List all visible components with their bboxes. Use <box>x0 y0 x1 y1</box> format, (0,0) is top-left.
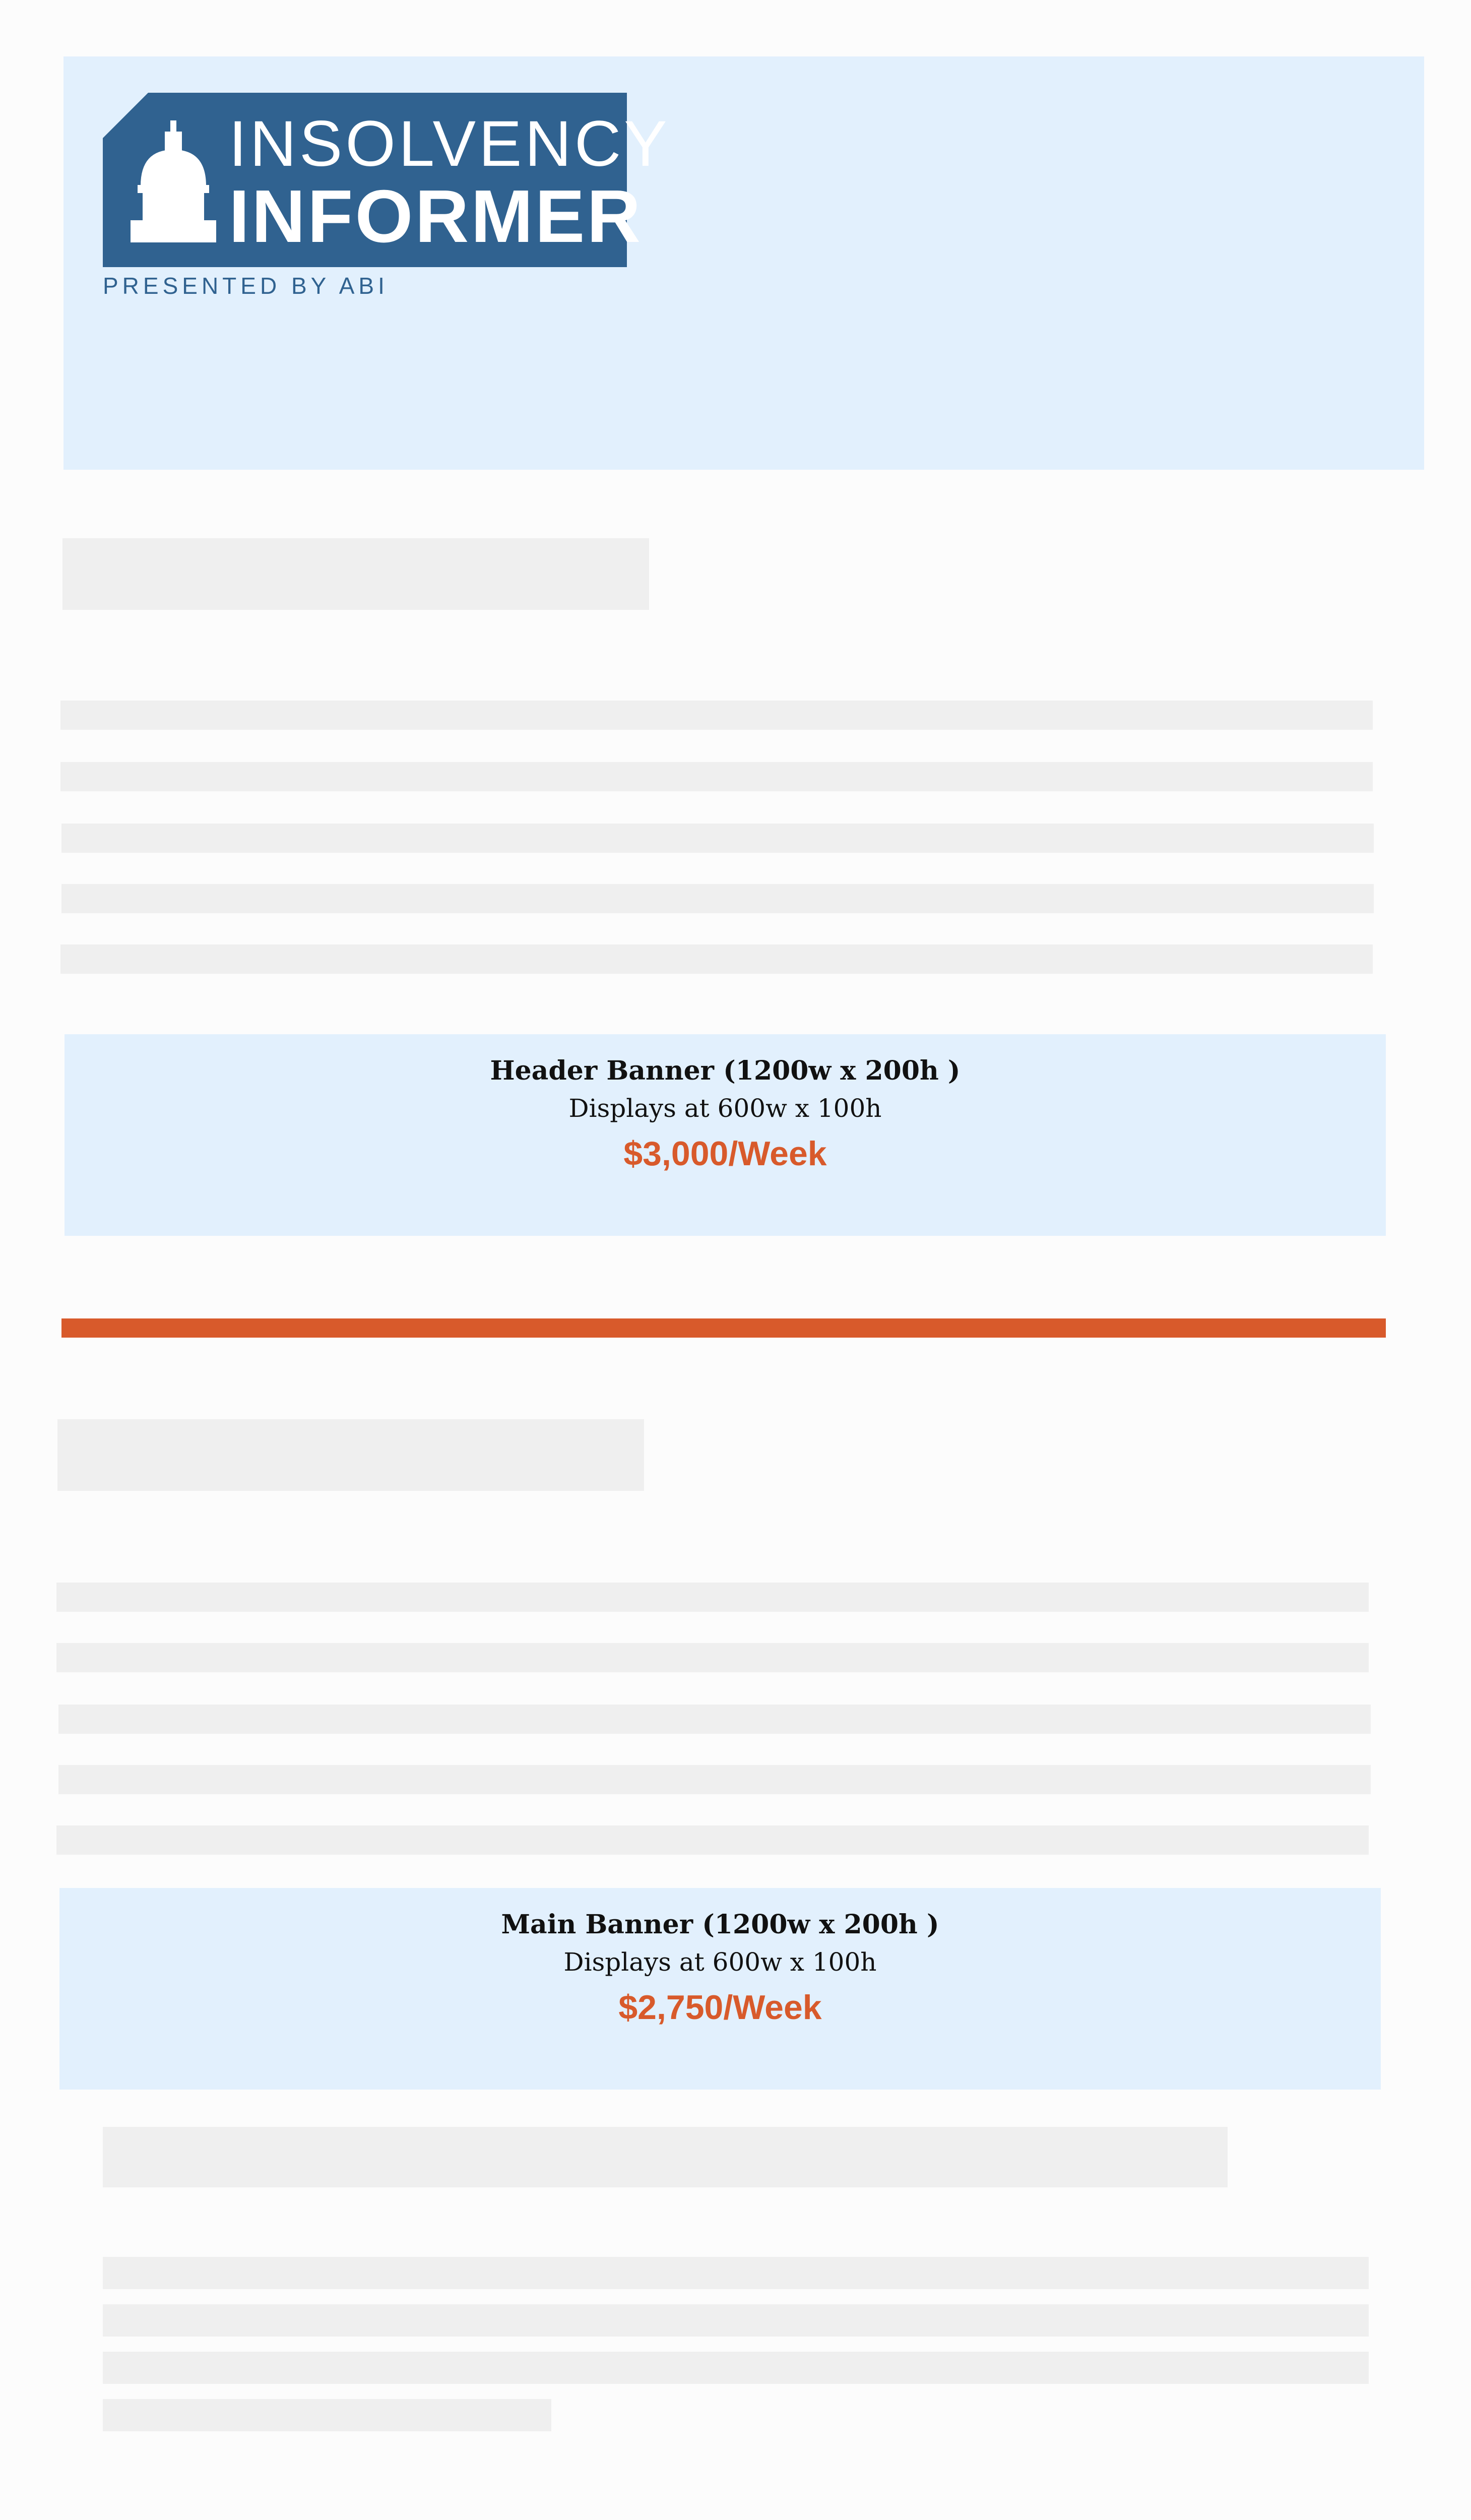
header-banner-ad-slot[interactable] <box>65 1034 1386 1236</box>
banner-price: $2,750/Week <box>618 1988 822 2027</box>
text-line-placeholder <box>61 884 1374 913</box>
text-line-placeholder <box>103 2257 1369 2289</box>
text-line-placeholder <box>60 762 1373 791</box>
text-line-placeholder <box>56 1643 1369 1672</box>
banner-price: $3,000/Week <box>623 1135 827 1173</box>
article-heading-placeholder <box>103 2127 1228 2187</box>
text-line-placeholder <box>58 1705 1371 1734</box>
text-line-placeholder <box>56 1583 1369 1612</box>
banner-subtitle: Displays at 600w x 100h <box>563 1947 877 1977</box>
text-line-placeholder <box>103 2352 1369 2384</box>
banner-title: Header Banner (1200w x 200h ) <box>490 1055 961 1086</box>
logo-tagline: PRESENTED BY ABI <box>103 273 389 299</box>
section-title-placeholder <box>62 538 649 610</box>
logo-line-insolvency: INSOLVENCY <box>229 108 670 180</box>
text-line-placeholder <box>58 1765 1371 1794</box>
text-line-placeholder <box>60 701 1373 730</box>
text-line-placeholder <box>61 824 1374 853</box>
text-line-placeholder <box>103 2304 1369 2337</box>
text-line-placeholder <box>60 944 1373 974</box>
section-divider <box>61 1318 1386 1338</box>
insolvency-informer-logo[interactable] <box>103 93 670 267</box>
main-banner-ad-slot[interactable] <box>59 1888 1381 2090</box>
capitol-dome-icon <box>131 120 216 246</box>
banner-title: Main Banner (1200w x 200h ) <box>501 1909 939 1940</box>
banner-subtitle: Displays at 600w x 100h <box>568 1094 882 1123</box>
text-line-placeholder <box>56 1825 1369 1855</box>
logo-line-informer: INFORMER <box>229 175 643 258</box>
section-title-placeholder <box>57 1419 644 1491</box>
text-line-placeholder <box>103 2399 551 2431</box>
